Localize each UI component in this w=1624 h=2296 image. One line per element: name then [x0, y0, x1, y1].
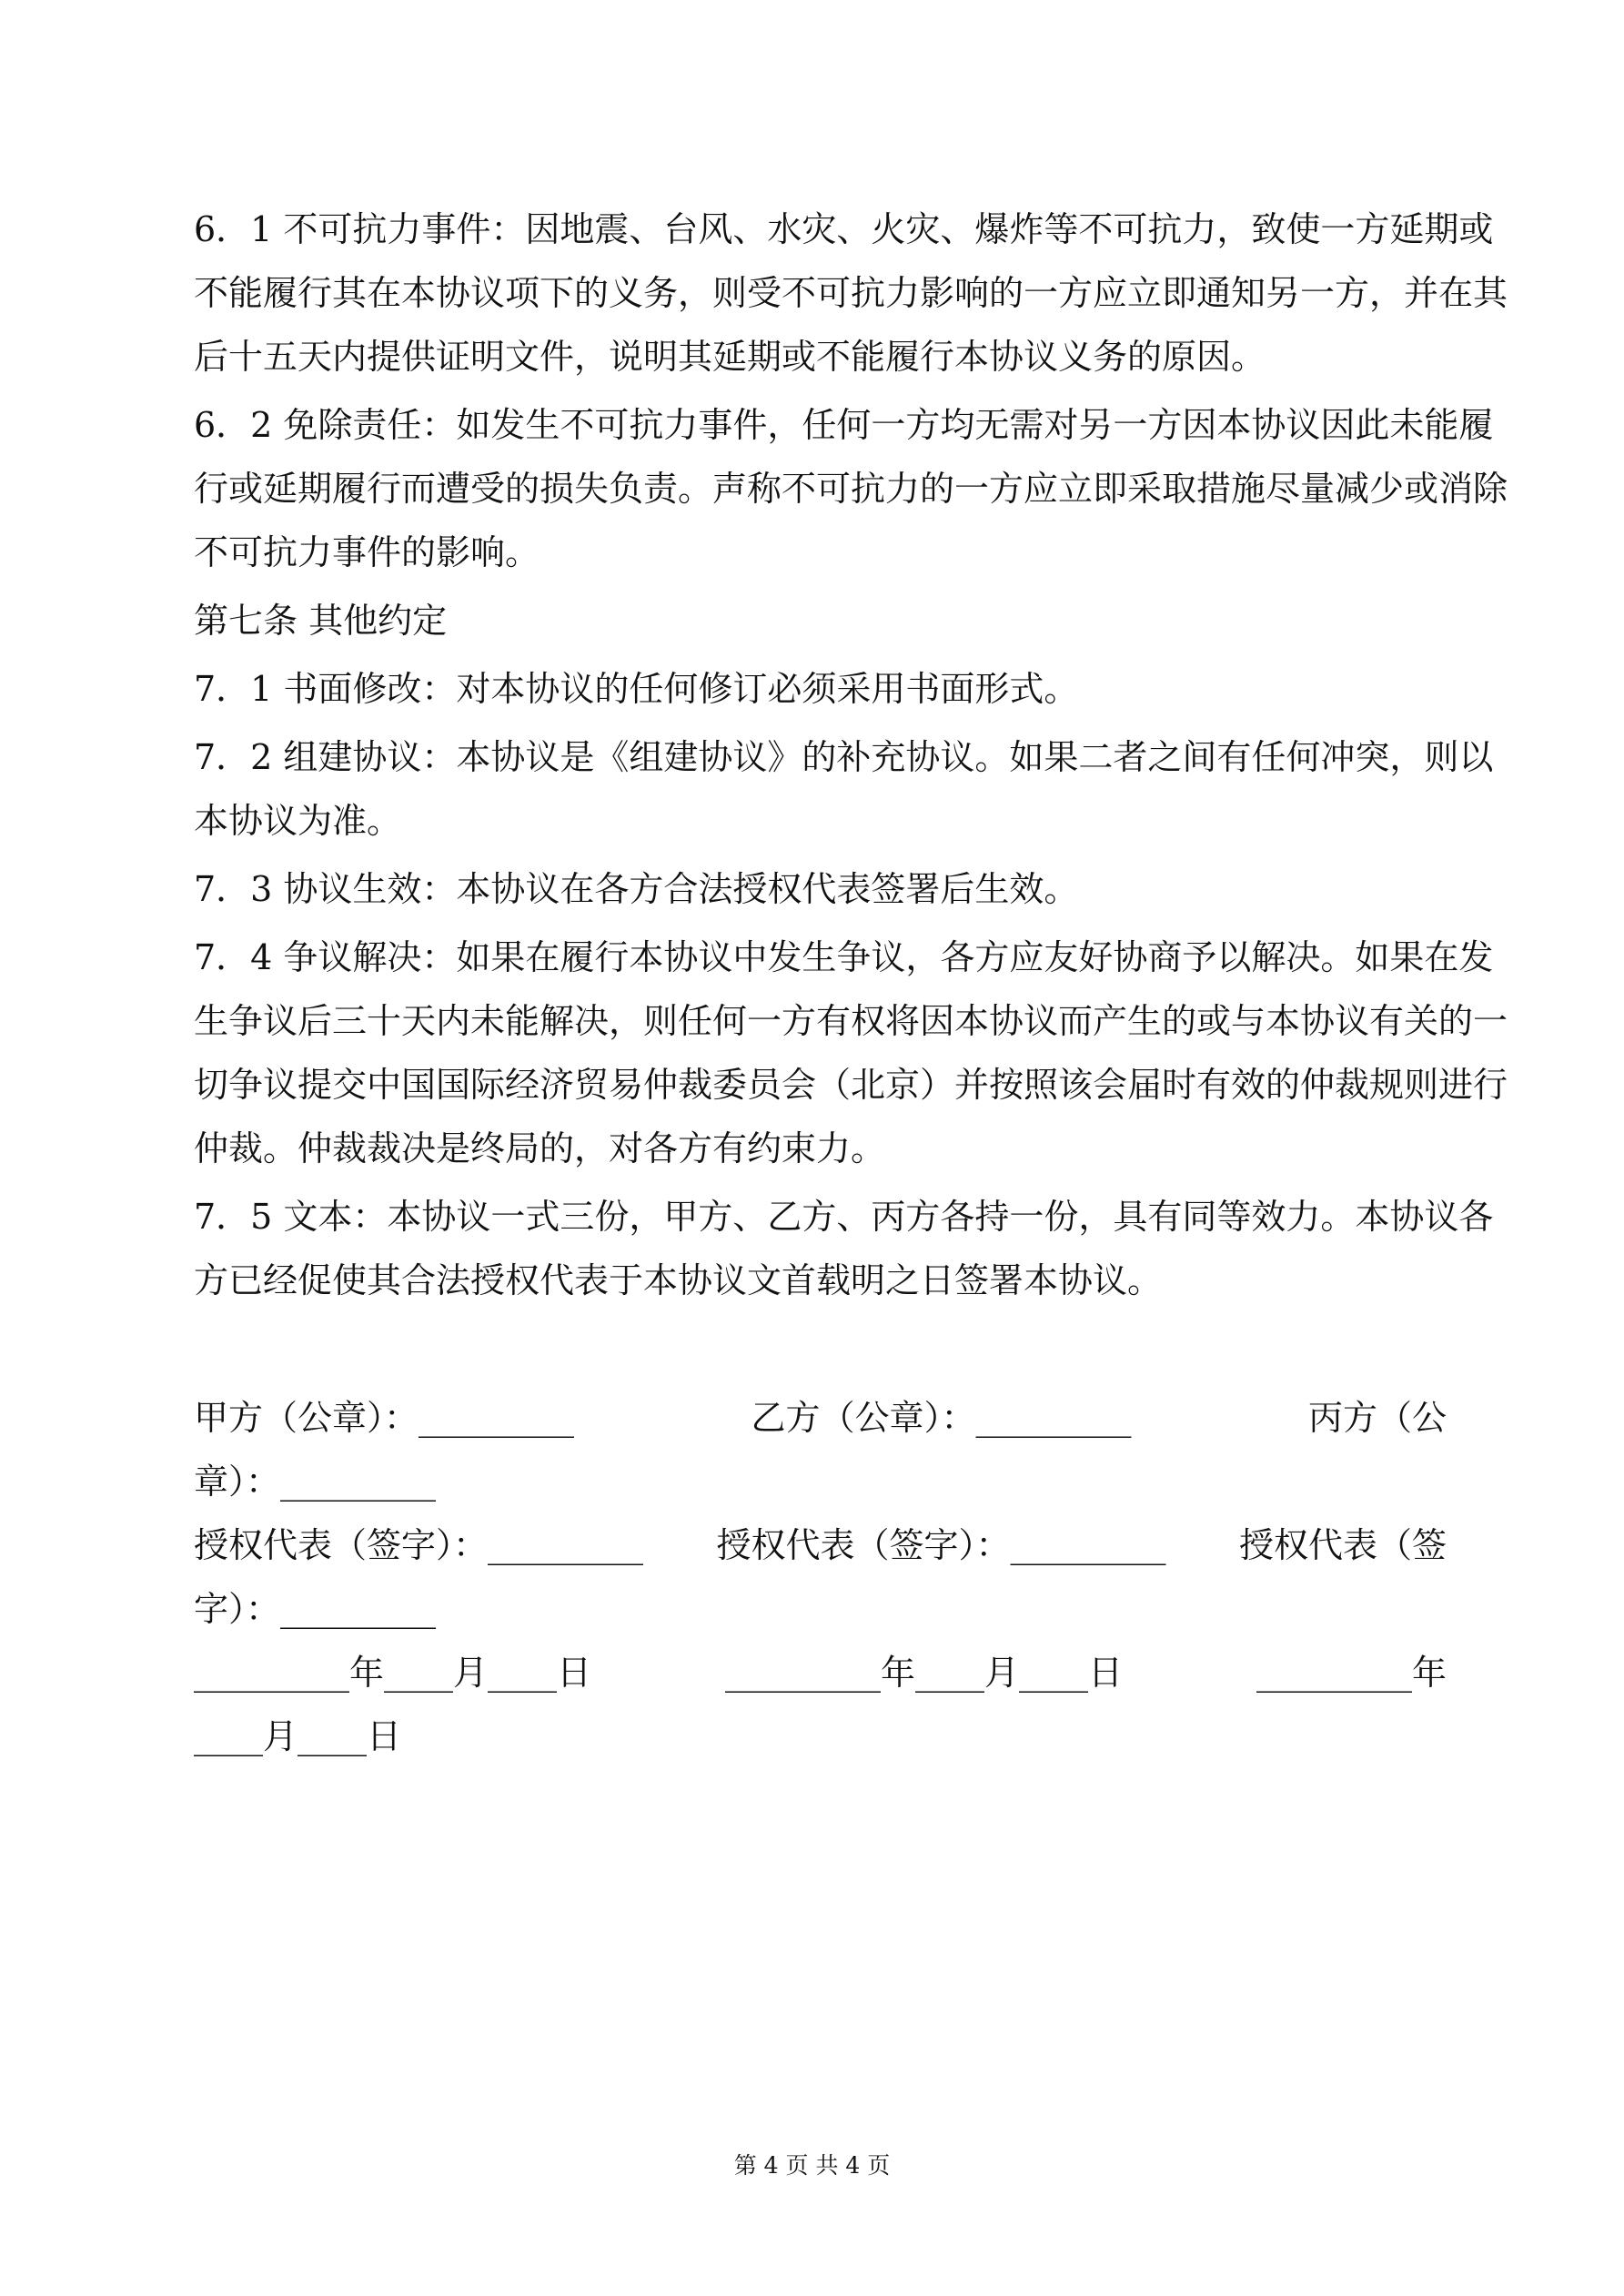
text-line: 第七条 其他约定	[194, 601, 448, 641]
date-row-cont	[194, 1704, 1447, 1768]
page-footer: 第 4 页 共 4 页	[733, 2152, 891, 2179]
party-c-rep: 授权代表（签	[1238, 1525, 1447, 1565]
party-c-date-cont: ____月____日	[194, 1716, 402, 1756]
clause-paragraph	[194, 857, 1447, 921]
clause-paragraph	[194, 197, 1508, 389]
party-c-rep-cont: 字）：_________	[194, 1589, 437, 1629]
clause-paragraph	[194, 393, 1508, 584]
party-c-date: _________年	[1256, 1653, 1447, 1693]
party-a-rep: 授权代表（签字）：_________	[194, 1525, 644, 1565]
text-line: 7．5 文本：本协议一式三份，甲方、乙方、丙方各持一份，具有同等效力。本协议各	[194, 1197, 1494, 1237]
text-line: 生争议后三十天内未能解决，则任何一方有权将因本协议而产生的或与本协议有关的一	[194, 1001, 1508, 1041]
text-line: 不可抗力事件的影响。	[194, 532, 540, 572]
clause-paragraph	[194, 1185, 1494, 1312]
text-line: 本协议为准。	[194, 801, 402, 841]
text-line: 7．2 组建协议：本协议是《组建协议》的补充协议。如果二者之间有任何冲突，则以	[194, 737, 1494, 777]
text-line: 不能履行其在本协议项下的义务，则受不可抗力影响的一方应立即通知另一方，并在其	[194, 273, 1508, 313]
text-line: 方已经促使其合法授权代表于本协议文首载明之日签署本协议。	[194, 1260, 1163, 1300]
document-body	[194, 197, 1508, 1768]
clauses	[194, 197, 1508, 1312]
text-line: 仲裁。仲裁裁决是终局的，对各方有约束力。	[194, 1128, 886, 1168]
party-a-seal: 甲方（公章）：_________	[194, 1398, 575, 1438]
text-line: 后十五天内提供证明文件，说明其延期或不能履行本协议义务的原因。	[194, 337, 1266, 377]
rep-row-cont	[194, 1577, 1447, 1641]
text-line: 7．3 协议生效：本协议在各方合法授权代表签署后生效。	[194, 869, 1079, 909]
spacer	[194, 1317, 1447, 1386]
party-b-rep: 授权代表（签字）：_________	[716, 1525, 1166, 1565]
clause-paragraph	[194, 657, 1447, 721]
clause-paragraph	[194, 725, 1494, 853]
text-line: 6．1 不可抗力事件：因地震、台风、水灾、火灾、爆炸等不可抗力，致使一方延期或	[194, 209, 1494, 249]
text-line: 7．1 书面修改：对本协议的任何修订必须采用书面形式。	[194, 669, 1079, 709]
text-line: 7．4 争议解决：如果在履行本协议中发生争议，各方应友好协商予以解决。如果在发	[194, 937, 1494, 977]
party-b-seal: 乙方（公章）：_________	[751, 1398, 1132, 1438]
party-c-seal-cont: 章）：_________	[194, 1462, 437, 1502]
seal-row	[194, 1386, 1447, 1450]
party-c-seal: 丙方（公	[1307, 1398, 1447, 1438]
date-row	[194, 1641, 1447, 1704]
seal-row-cont	[194, 1450, 1447, 1513]
text-line: 6．2 免除责任：如发生不可抗力事件，任何一方均无需对另一方因本协议因此未能履	[194, 405, 1494, 445]
clause-paragraph	[194, 589, 1447, 652]
party-b-date: _________年____月____日	[724, 1653, 1123, 1693]
text-line: 切争议提交中国国际经济贸易仲裁委员会（北京）并按照该会届时有效的仲裁规则进行	[194, 1065, 1508, 1105]
clause-paragraph	[194, 925, 1508, 1180]
rep-row	[194, 1513, 1447, 1577]
party-a-date: _________年____月____日	[194, 1653, 592, 1693]
text-line: 行或延期履行而遭受的损失负责。声称不可抗力的一方应立即采取措施尽量减少或消除	[194, 469, 1508, 509]
